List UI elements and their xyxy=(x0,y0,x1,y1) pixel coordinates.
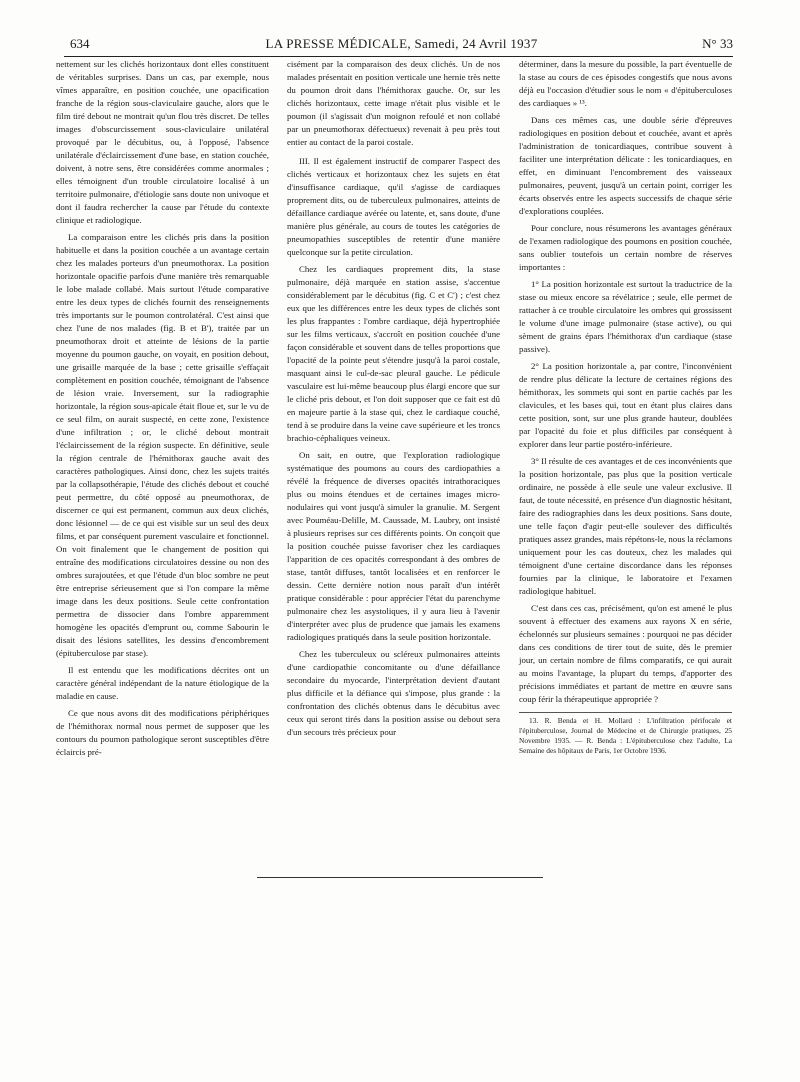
footnote-text: 13. R. Benda et H. Mollard : L'infiltration périfocale et l'épituberculose, Journal de Médecine et de Chirurgie pratiques, 25 Novembre 1935. — R. Benda : L'épituberculose chez l'adulte, La Semaine des hôpitaux de Paris, 1er Octobre 1936. xyxy=(519,716,732,755)
paragraph: La comparaison entre les clichés pris dans la position habituelle et dans la position couchée a un avantage certain chez les malades porteurs d'un pneumothorax. La position horizontale opacifie parfois d'une manière très remarquable le lobe malade collabé. Mais surtout l'étude comparative entre les deux types de clichés fournit des renseignements très importants sur le poumon controlatéral. C'est ainsi que chez l'une de nos malades (fig. B et B'), traitée par un pneumothorax droit et atteinte de lésions de la partie moyenne du poumon gauche, on voyait, en position debout, une grisaille marquée de la base ; cette grisaille s'effaçait complètement en position couchée, témoignant de l'absence de lésion vraie. Inversement, sur la radiographie horizontale, la région sous-apicale était floue et, sur le vu de ce seul film, on aurait suspecté, en cette zone, l'existence d'une infiltration ; or, le cliché debout montrait l'éclaircissement de la région suspecte. En définitive, seule la région centrale de l'hémithorax gauche avait des caractères pathologiques. Ainsi donc, chez les sujets traités par la collapsothérapie, l'étude des clichés debout et couché peut permettre, du côté opposé au pneumothorax, de discerner ce qui est permanent, commun aux deux clichés, donc lésionnel — de ce qui est visible sur un seul des deux films, et par conséquent purement vasculaire et fonctionnel. On voit finalement que le changement de position qui entraîne des modifications circulatoires dessine ou non des ombres surajoutées, et que l'étude d'un bloc sombre ne peut être entreprise sérieusement que si l'on compare la même image dans les deux positions. Seule cette confrontation permettra de dissocier dans l'ombre apparemment homogène les opacités d'emprunt ou, comme Sabourin le disait des lésions satellites, les dessins d'encombrement (épituberculose par stase). xyxy=(56,232,269,658)
paragraph: 1° La position horizontale est surtout la traductrice de la stase ou mieux encore sa révélatrice ; seule, elle permet de rattacher à ce trouble circulatoire les ombres qui grossissent le volume d'une image pulmonaire (stase active), ou qui sèment de grains épars l'hémithorax d'un cardiaque (stase passive). xyxy=(519,279,732,354)
paragraph: Ce que nous avons dit des modifications périphériques de l'hémithorax normal nous permet de supposer que les contours du poumon pathologique seront susceptibles d'être éclaircis pré- xyxy=(56,708,269,757)
paragraph: 2° La position horizontale a, par contre, l'inconvénient de rendre plus délicate la lecture de certaines régions des hémithorax, les sommets qui sont en partie cachés par les clavicules, et les bases qui, tout en étant plus claires dans cette position, sont, sur une plus grande hauteur, doublées par l'opacité du foie et plus difficiles par conséquent à explorer dans leur partie postéro-inférieure. xyxy=(519,361,732,449)
issue-number: N° 33 xyxy=(702,36,733,51)
paragraph: Chez les cardiaques proprement dits, la stase pulmonaire, déjà marquée en station assise, s'accentue considérablement par le décubitus (fig. C et C') ; c'est chez eux que les différences entre les deux types de clichés sont les plus frappantes : l'ombre cardiaque, déjà hypertrophiée sur les films verticaux, s'accroît en position couchée d'une façon considérable et souvent dans de telles proportions que l'opacité de la pointe peut s'étendre jusqu'à la paroi costale, masquant ainsi le cul-de-sac pleural gauche. Le pédicule vasculaire est lui-même beaucoup plus élargi encore que sur le cliché pris debout, et l'on doit supposer que ce fait est dû en majeure partie à la stase qui, chez le cardiaque couché, tend à se produire dans la veine cave supérieure et les troncs brachio-céphaliques veineux. xyxy=(287,264,500,443)
paragraph: Chez les tuberculeux ou scléreux pulmonaires atteints d'une cardiopathie concomitante ou d'une défaillance secondaire du myocarde, l'interprétation devient d'autant plus difficile et la défiance qui s'impose, plus grande : la confrontation des clichés obtenus dans le décubitus avec ceux qui seront tirés dans la position assise ou debout sera d'un secours très précieux pour xyxy=(287,649,500,737)
paragraph: Pour conclure, nous résumerons les avantages généraux de l'examen radiologique des poumons en position couchée, sans oublier toutefois un certain nombre de réserves importantes : xyxy=(519,223,732,272)
column-2 xyxy=(287,58,500,743)
paragraph: nettement sur les clichés horizontaux dont elles constituent de véritables surprises. Dans un cas, par exemple, nous vîmes apparaître, en position couchée, une opacification franche de la région sous-claviculaire gauche, alors que le film tiré debout ne montrait qu'un flou très discret. De telles images d'obscurcissement sous-claviculaire unilatéral provoqué par le décubitus, ou, à l'opposé, l'absence unilatérale d'éclaircissement d'une base, en station couchée, doivent, à notre sens, être considérées comme anormales ; elles témoignent d'un trouble circulatoire localisé à un territoire pulmonaire, d'étiologie sans doute non univoque et dont il faudra rechercher la cause par l'étude du contexte clinique et radiologique. xyxy=(56,59,269,225)
paragraph: Il est entendu que les modifications décrites ont un caractère général indépendant de la nature étiologique de la maladie en cause. xyxy=(56,665,269,701)
paragraph: Dans ces mêmes cas, une double série d'épreuves radiologiques en position debout et couchée, avant et après l'administration de tonicardiaques, contribue souvent à faciliter une interprétation délicate : les tonicardiaques, en effet, en diminuant l'encombrement des vaisseaux pulmonaires, peuvent, jusqu'à un certain point, corriger les écarts observés entre les aspects successifs de chaque série d'explorations couplées. xyxy=(519,115,732,216)
paragraph: déterminer, dans la mesure du possible, la part éventuelle de la stase au cours de ces épisodes congestifs que nous avons déjà eu l'occasion d'étudier sous le nom « d'épituberculoses des cardiaques » ¹³. xyxy=(519,59,732,108)
running-header xyxy=(70,36,733,56)
paragraph: On sait, en outre, que l'exploration radiologique systématique des poumons au cours des cardiopathies a révélé la fréquence de diverses opacités intrathoraciques plus ou moins étendues et de certaines images micro-nodulaires qui vont jusqu'à simuler la granulie. M. Sergent avec Pouméau-Delille, M. Caussade, M. Laubry, ont insisté à plusieurs reprises sur ces différents points. On conçoit que la position couchée puisse favoriser chez les cardiaques l'apparition de ces opacités correspondant à des ombres de stase, tantôt diffuses, tantôt localisées et en renforcer le dessin. Cette dernière notion nous paraît d'un intérêt pratique considérable : pour apprécier l'état du parenchyme pulmonaire chez les asystoliques, il y aura lieu à l'avenir d'interpréter avec plus de prudence que jamais les examens radiologiques pratiqués dans la seule position horizontale. xyxy=(287,450,500,642)
header-rule xyxy=(64,56,733,57)
journal-title: LA PRESSE MÉDICALE, Samedi, 24 Avril 1937 xyxy=(265,36,538,51)
column-3 xyxy=(519,58,732,756)
footnote xyxy=(519,712,732,756)
paragraph: 3° Il résulte de ces avantages et de ces inconvénients que la position horizontale, pas plus que la position verticale ordinaire, ne possède à elle seule une valeur exclusive. Il faut, de toute nécessité, en présence d'un diagnostic hésitant, faire des radiographies dans les deux positions. Sans doute, une telle façon d'agir peut-elle soulever des difficultés pratiques assez grandes, mais répétons-le, nous la réclamons uniquement pour les cas douteux, chez les malades qui témoignent d'une certaine discordance dans les réponses fournies par la clinique, le laboratoire et l'examen radiologique habituel. xyxy=(519,456,732,596)
paragraph: C'est dans ces cas, précisément, qu'on est amené le plus souvent à effectuer des examens aux rayons X en série, échelonnés sur plusieurs semaines : pourquoi ne pas décider dans ces conditions de tirer tout de suite, dès le premier jour, un certain nombre de films comparatifs, ce qui aurait au moins l'avantage, la plupart du temps, d'apporter des précisions immédiates et partant de mettre en œuvre sans coup férir la thérapeutique appropriée ? xyxy=(519,603,732,704)
section-paragraph: III. Il est également instructif de comparer l'aspect des clichés verticaux et horizontaux chez les sujets en état d'insuffisance cardiaque, qu'il s'agisse de cardiaques proprement dits, ou de tuberculeux pulmonaires, atteints de défaillance cardiaque avérée ou latente, et, sans doute, d'une manière plus générale, au cours de toutes les catégories de pneumopathies susceptibles de retentir d'une manière quelconque sur la petite circulation. xyxy=(287,156,500,257)
end-rule xyxy=(257,877,543,878)
paragraph: cisément par la comparaison des deux clichés. Un de nos malades présentait en position verticale une hernie très nette du poumon droit dans l'hémithorax gauche. Or, sur les clichés horizontaux, cette image n'était plus visible et le poumon (il s'agissait d'un moignon refoulé et non collabé par un pneumothorax défectueux) revenait à peu près tout entier au contact de la paroi costale. xyxy=(287,59,500,147)
page-number: 634 xyxy=(70,36,90,51)
column-1 xyxy=(56,58,269,763)
